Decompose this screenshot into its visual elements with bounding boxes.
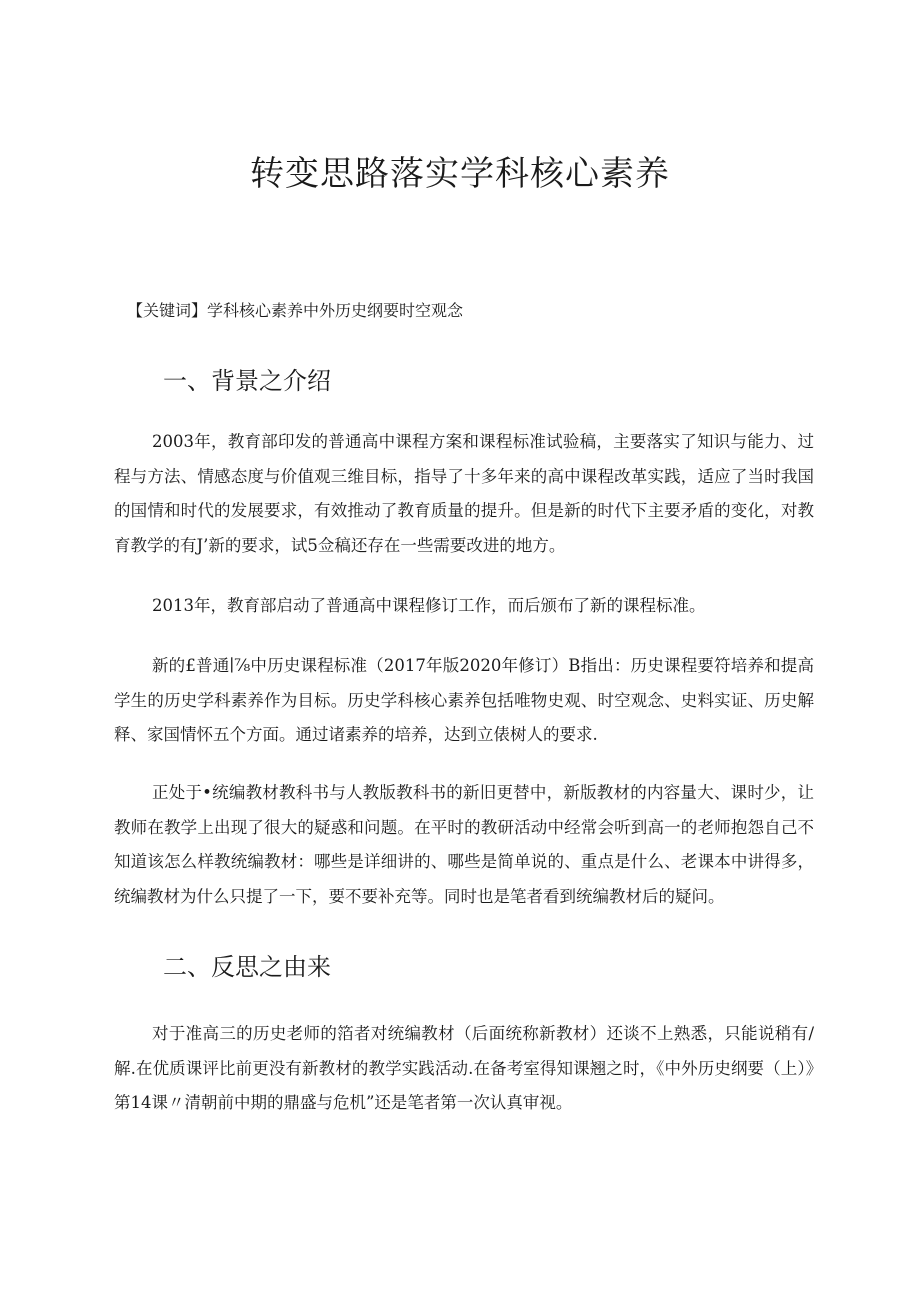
paragraph-reflection-origin: 对于准高三的历史老师的箔者对统编教材（后面统称新教材）还谈不上熟悉，只能说稍有/解.在优质课评比前更没有新教材的教学实践活动.在备考室得知课翘之时，《中外历史纲要（上）》第14课〃清朝前中期的鼎盛与危机”还是笔者第一次认真审视。 — [114, 1024, 814, 1112]
paragraph-new-standard: 新的£普通∣⅞中历史课程标准（2017年版2020年修订）B指出：历史课程要符培养和提高学生的历史学科素养作为目标。历史学科核心素养包括唯物史观、时空观念、史料实证、历史解释、家国情怀五个方面。通过诸素养的培养，达到立俵树人的要求. — [114, 656, 814, 744]
section-heading-reflection: 二、反思之由来 — [163, 953, 331, 981]
paragraph-2013-revision: 2013年，教育部启动了普通高中课程修订工作，而后颁布了新的课程标准。 — [152, 596, 706, 615]
paragraph-2003-curriculum: 2003年，教育部印发的普通高中课程方案和课程标准试验稿，主要落实了知识与能力、过程与方法、情感态度与价值观三维目标，指导了十多年来的高中课程改革实践，适应了当时我国的国情和时代的发展要求，有效推动了教育质量的提升。但是新的时代下主要矛盾的变化，对教育教学的有J’新的要求，试5佥稿还存在一些需要改进的地方。 — [114, 432, 814, 555]
keywords-line: 【关键词】学科核心素养中外历史纲要时空观念 — [127, 301, 464, 320]
section-heading-background: 一、背景之介绍 — [163, 367, 331, 395]
document-title: 转变思路落实学科核心素养 — [250, 154, 670, 194]
paragraph-textbook-transition: 正处于•统编教材教科书与人教版教科书的新旧更替中，新版教材的内容量大、课时少，让教师在教学上出现了很大的疑惑和问题。在平时的教研活动中经常会听到高一的老师抱怨自己不知道该怎么样教统编教材：哪些是详细讲的、哪些是简单说的、重点是什么、老课本中讲得多，统编教材为什么只提了一下，要不要补充等。同时也是笔者看到统编教材后的疑问。 — [114, 783, 814, 906]
